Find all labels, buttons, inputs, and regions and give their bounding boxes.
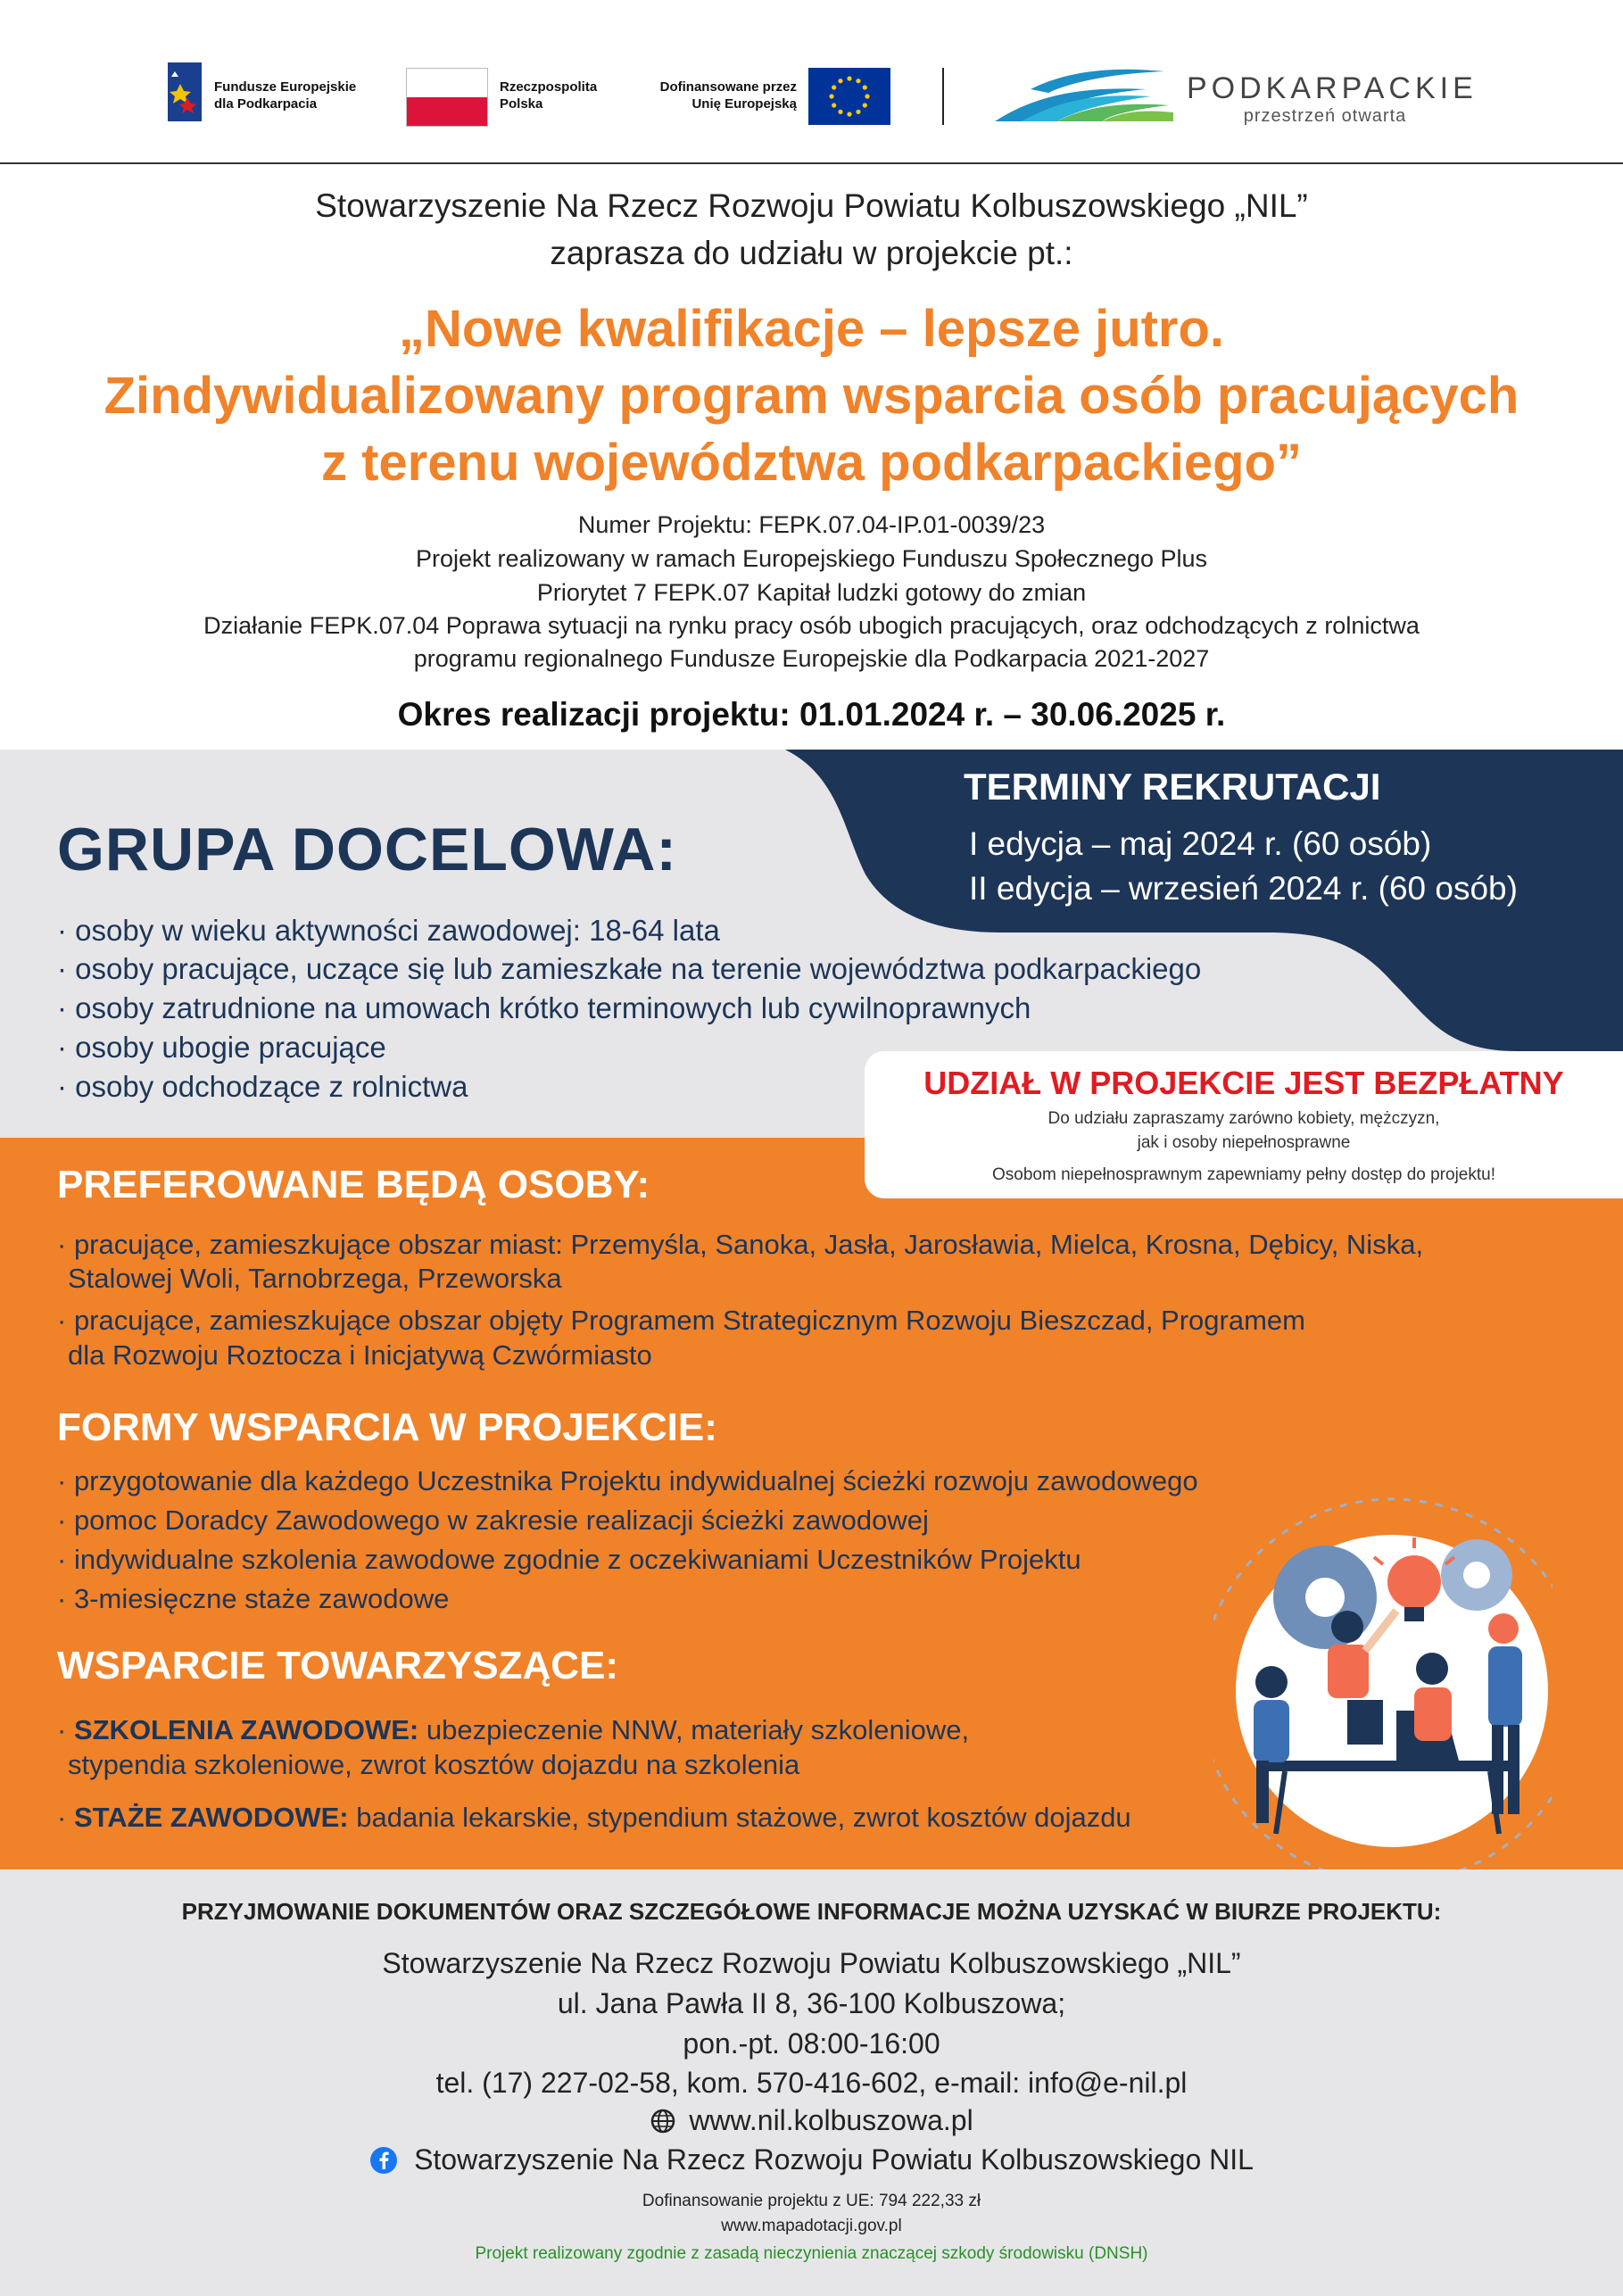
eu-star-icon: [829, 94, 833, 98]
website-link[interactable]: www.nil.kolbuszowa.pl: [689, 2104, 973, 2136]
eu-star-icon: [832, 85, 836, 89]
eu-star-icon: [863, 85, 867, 89]
support-form-item: · 3-miesięczne staże zawodowe: [57, 1583, 449, 1615]
office-address: ul. Jana Pawła II 8, 36-100 Kolbuszowa;: [557, 1987, 1066, 2019]
eu-star-icon: [832, 103, 836, 107]
preferred-item-continued: dla Rozwoju Roztocza i Inicjatywą Czwórmiasto: [68, 1339, 652, 1371]
training-label: SZKOLENIA ZAWODOWE:: [73, 1714, 419, 1745]
project-title-line-1: „Nowe kwalifikacje – lepsze jutro.: [398, 300, 1225, 358]
project-number: Numer Projektu: FEPK.07.04-IP.01-0039/23: [577, 511, 1046, 538]
fundusze-europejskie-logo-icon: [164, 59, 205, 125]
dnsh-note: Projekt realizowany zgodnie z zasadą nieczynienia znaczącej szkody środowisku (DNSH): [475, 2244, 1148, 2263]
fe-logo-text: Fundusze Europejskie dla Podkarpacia: [214, 79, 357, 112]
free-participation-text: Do udziału zapraszamy zarówno kobiety, mężczyzn,: [1047, 1109, 1440, 1128]
project-title-line-3: z terenu województwa podkarpackiego”: [321, 434, 1302, 492]
project-info-line: Projekt realizowany w ramach Europejskiego Funduszu Społecznego Plus: [416, 545, 1207, 572]
project-period: Okres realizacji projektu: 01.01.2024 r. – 30.06.2025 r.: [397, 696, 1226, 733]
podkarpackie-logo-icon: [995, 62, 1173, 127]
eu-star-icon: [863, 103, 867, 107]
eu-star-icon: [847, 112, 851, 116]
target-group-item: · osoby odchodzące z rolnictwa: [57, 1070, 468, 1104]
target-group-title: GRUPA DOCELOWA:: [57, 816, 677, 883]
preferred-title: PREFEROWANE BĘDĄ OSOBY:: [57, 1163, 650, 1206]
free-participation-text: jak i osoby niepełnosprawne: [1137, 1133, 1351, 1152]
recruitment-edition-1: I edycja – maj 2024 r. (60 osób): [969, 825, 1432, 862]
logo-divider: [942, 68, 944, 125]
internship-item: [57, 1802, 1131, 1834]
training-text: ubezpieczenie NNW, materiały szkoleniowe,: [426, 1714, 970, 1745]
eu-star-icon: [838, 79, 842, 83]
eu-logo-text: Dofinansowane przez Unię Europejską: [659, 79, 797, 112]
preferred-item-continued: Stalowej Woli, Tarnobrzega, Przeworska: [68, 1263, 562, 1294]
office-name: Stowarzyszenie Na Rzecz Rozwoju Powiatu Kolbuszowskiego „NIL”: [382, 1947, 1241, 1979]
support-form-item: · indywidualne szkolenia zawodowe zgodnie z oczekiwaniami Uczestników Projektu: [57, 1544, 1081, 1576]
organization-name: Stowarzyszenie Na Rzecz Rozwoju Powiatu Kolbuszowskiego „NIL”: [315, 187, 1308, 224]
globe-icon: [650, 2108, 676, 2134]
recruitment-edition-2: II edycja – wrzesień 2024 r. (60 osób): [969, 870, 1518, 907]
free-participation-title: UDZIAŁ W PROJEKCIE JEST BEZPŁATNY: [923, 1065, 1564, 1101]
teamwork-illustration: [1213, 1477, 1553, 1869]
office-contact: tel. (17) 227-02-58, kom. 570-416-602, e-mail: info@e-nil.pl: [435, 2067, 1188, 2099]
gear-icon: [1441, 1539, 1512, 1611]
free-participation-text: Osobom niepełnosprawnym zapewniamy pełny dostęp do projektu!: [992, 1165, 1495, 1184]
office-hours: pon.-pt. 08:00-16:00: [683, 2027, 940, 2060]
eu-star-icon: [865, 94, 869, 98]
poland-flag-icon: [406, 68, 488, 127]
facebook-row: [0, 2143, 1623, 2176]
internship-label: STAŻE ZAWODOWE:: [73, 1802, 349, 1833]
training-item: [57, 1714, 969, 1746]
eu-star-icon: [856, 110, 860, 114]
target-group-item: · osoby pracujące, uczące się lub zamieszkałe na terenie województwa podkarpackiego: [57, 952, 1201, 986]
eu-flag-icon: [808, 68, 890, 125]
facebook-link[interactable]: Stowarzyszenie Na Rzecz Rozwoju Powiatu Kolbuszowskiego NIL: [414, 2143, 1254, 2176]
project-title-line-2: Zindywidualizowany program wsparcia osób pracujących: [104, 367, 1519, 425]
internship-text: badania lekarskie, stypendium stażowe, zwrot kosztów dojazdu: [356, 1802, 1131, 1833]
support-form-item: · przygotowanie dla każdego Uczestnika Projektu indywidualnej ścieżki rozwoju zawodowego: [57, 1465, 1198, 1497]
website-row: [0, 2104, 1623, 2137]
target-group-item: · osoby ubogie pracujące: [57, 1031, 386, 1065]
recruitment-title: TERMINY REKRUTACJI: [964, 766, 1381, 808]
invitation-text: zaprasza do udziału w projekcie pt.:: [550, 235, 1073, 271]
funding-amount: Dofinansowanie projektu z UE: 794 222,33 zł: [642, 2192, 981, 2210]
training-item-continued: stypendia szkoleniowe, zwrot kosztów dojazdu na szkolenia: [68, 1749, 800, 1780]
project-info-line: Działanie FEPK.07.04 Poprawa sytuacji na rynku pracy osób ubogich pracujących, oraz odchodzących z rolnictwa: [203, 612, 1420, 639]
project-info-line: Priorytet 7 FEPK.07 Kapitał ludzki gotowy do zmian: [536, 579, 1087, 606]
documents-info: PRZYJMOWANIE DOKUMENTÓW ORAZ SZCZEGÓŁOWE INFORMACJE MOŻNA UZYSKAĆ W BIURZE PROJEKTU:: [181, 1898, 1442, 1925]
target-group-item: · osoby w wieku aktywności zawodowej: 18-64 lata: [57, 914, 720, 948]
facebook-icon: [369, 2146, 398, 2175]
rp-logo-text: Rzeczpospolita Polska: [500, 79, 598, 112]
mapadotacji-link[interactable]: www.mapadotacji.gov.pl: [721, 2217, 902, 2235]
eu-star-icon: [847, 76, 851, 80]
eu-star-icon: [838, 110, 842, 114]
eu-star-icon: [856, 79, 860, 83]
person-illustration: [1414, 1653, 1452, 1741]
accompanying-support-title: WSPARCIE TOWARZYSZĄCE:: [57, 1644, 619, 1687]
logo-bar: [0, 0, 1623, 164]
target-group-item: · osoby zatrudnione na umowach krótko terminowych lub cywilnoprawnych: [57, 991, 1031, 1025]
support-forms-title: FORMY WSPARCIA W PROJEKCIE:: [57, 1405, 717, 1449]
preferred-item: · pracujące, zamieszkujące obszar miast: Przemyśla, Sanoka, Jasła, Jarosławia, Mielca, Krosna, Dębicy, Niska,: [57, 1229, 1423, 1261]
podkarpackie-text: PODKARPACKIE przestrzeń otwarta: [1187, 71, 1478, 126]
support-form-item: · pomoc Doradcy Zawodowego w zakresie realizacji ścieżki zawodowej: [57, 1504, 929, 1537]
preferred-item: · pracujące, zamieszkujące obszar objęty Programem Strategicznym Rozwoju Bieszczad, Programem: [57, 1305, 1305, 1337]
project-info-line: programu regionalnego Fundusze Europejskie dla Podkarpacia 2021-2027: [413, 645, 1210, 672]
